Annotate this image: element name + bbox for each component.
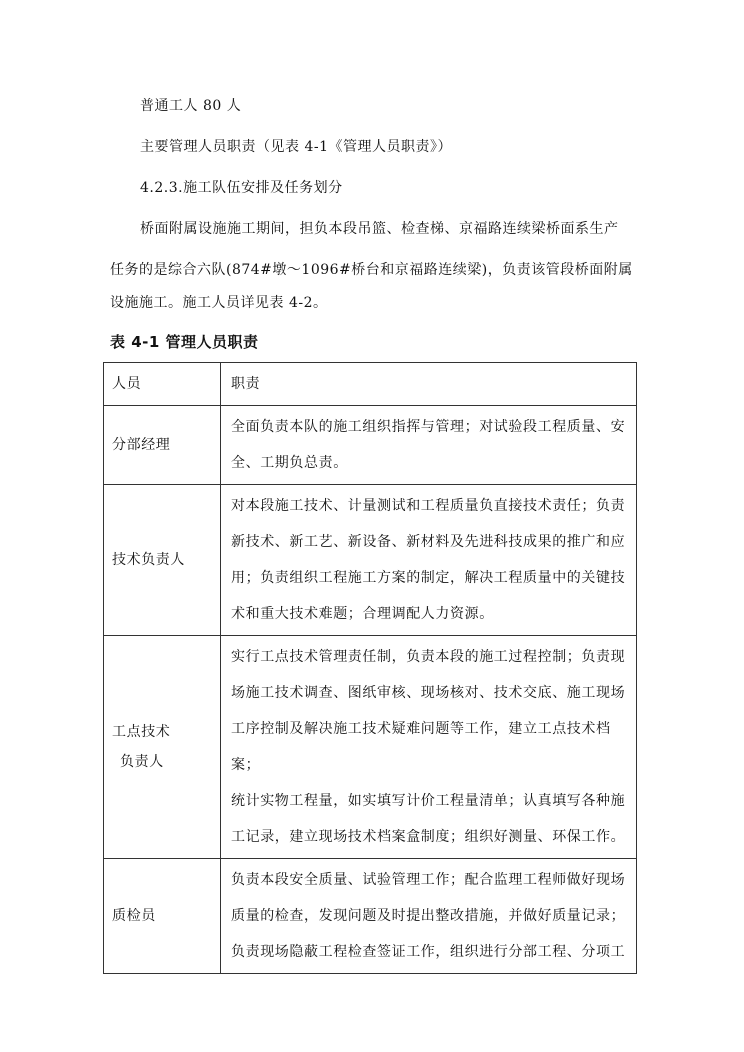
section-heading: 4.2.3.施工队伍安排及任务划分 <box>140 180 343 196</box>
duty-cell <box>221 636 637 859</box>
duty-line: 场施工技术调查、图纸审核、现场核对、技术交底、施工现场 <box>231 685 626 701</box>
role-name-line-2: 负责人 <box>120 754 164 770</box>
duty-cell <box>221 406 637 485</box>
table-row <box>104 485 637 636</box>
role-cell <box>104 859 221 974</box>
duty-line: 负责现场隐蔽工程检查签证工作，组织进行分部工程、分项工 <box>231 944 626 960</box>
role-name: 分部经理 <box>112 437 171 453</box>
duty-line: 全面负责本队的施工组织指挥与管理；对试验段工程质量、安 <box>231 419 626 435</box>
table-caption: 表 4-1 管理人员职责 <box>110 333 259 351</box>
header-duty: 职责 <box>221 363 637 406</box>
duty-line: 术和重大技术难题；合理调配人力资源。 <box>231 606 494 622</box>
role-name-line-1: 工点技术 <box>112 724 171 740</box>
body-paragraph-line-2: 任务的是综合六队(874#墩～1096#桥台和京福路连续梁)，负责该管段桥面附属 <box>110 262 633 278</box>
duty-line: 负责本段安全质量、试验管理工作；配合监理工程师做好现场 <box>231 872 626 888</box>
duties-table <box>103 362 637 974</box>
role-name: 质检员 <box>112 908 156 924</box>
duty-line: 用；负责组织工程施工方案的制定，解决工程质量中的关键技 <box>231 570 626 586</box>
duty-cell <box>221 485 637 636</box>
body-paragraph-line-3: 设施施工。施工人员详见表 4-2。 <box>110 295 328 311</box>
role-name: 技术负责人 <box>112 552 185 568</box>
workers-count-line: 普通工人 80 人 <box>140 98 242 114</box>
duty-line: 实行工点技术管理责任制，负责本段的施工过程控制；负责现 <box>231 649 626 665</box>
duty-line: 统计实物工程量，如实填写计价工程量清单；认真填写各种施 <box>231 793 626 809</box>
duty-line: 对本段施工技术、计量测试和工程质量负直接技术责任；负责 <box>231 498 626 514</box>
duty-cell <box>221 859 637 974</box>
table-header-row <box>104 363 637 406</box>
body-paragraph-line-1: 桥面附属设施施工期间，担负本段吊篮、检查梯、京福路连续梁桥面系生产 <box>140 221 619 237</box>
header-role: 人员 <box>104 363 221 406</box>
duty-line: 工记录，建立现场技术档案盒制度；组织好测量、环保工作。 <box>231 829 626 845</box>
role-cell <box>104 406 221 485</box>
role-cell <box>104 636 221 859</box>
duty-line: 新技术、新工艺、新设备、新材料及先进科技成果的推广和应 <box>231 534 626 550</box>
table-row <box>104 859 637 974</box>
table-row <box>104 636 637 859</box>
duty-line: 工序控制及解决施工技术疑难问题等工作，建立工点技术档案； <box>231 721 611 773</box>
duty-line: 全、工期负总责。 <box>231 455 348 471</box>
table-row <box>104 406 637 485</box>
duty-line: 质量的检查，发现问题及时提出整改措施，并做好质量记录； <box>231 908 626 924</box>
management-duties-line: 主要管理人员职责（见表 4-1《管理人员职责》） <box>140 139 452 155</box>
role-cell <box>104 485 221 636</box>
